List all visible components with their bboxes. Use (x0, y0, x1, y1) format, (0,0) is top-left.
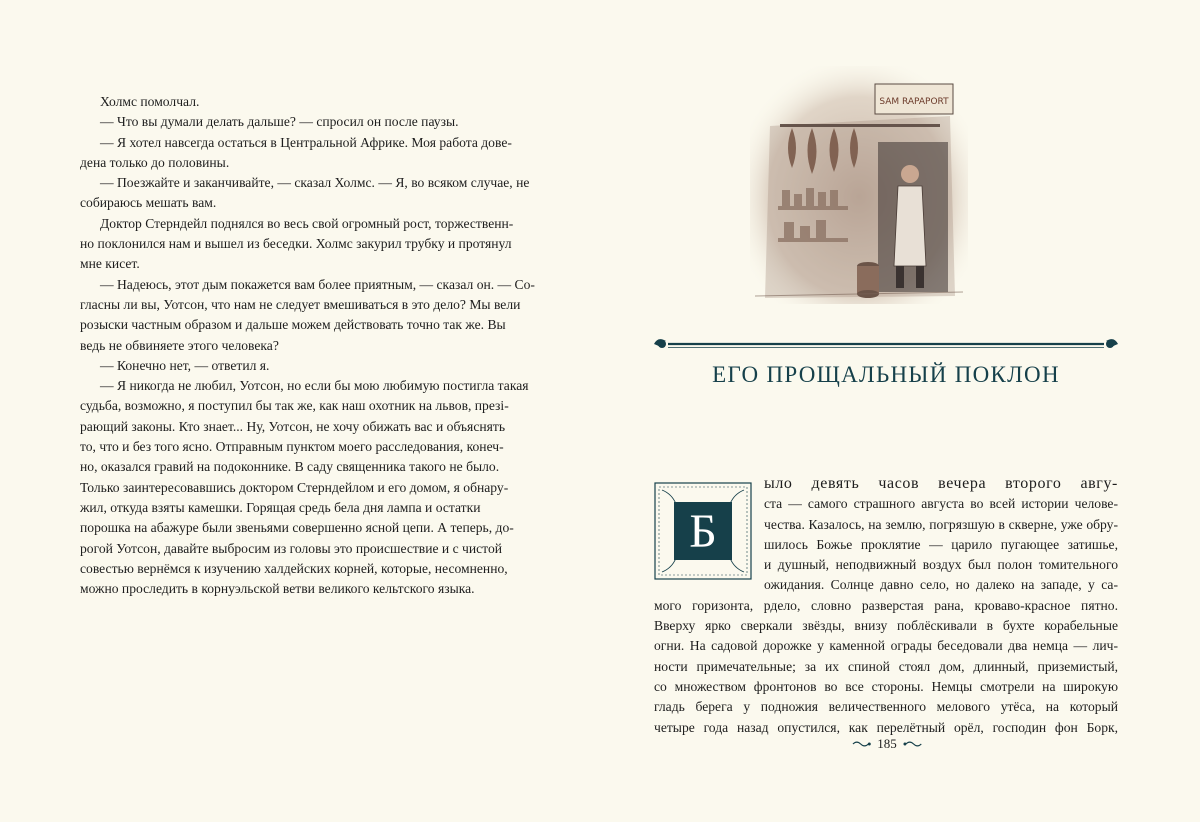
paragraph-line: собираюсь мешать вам. (80, 195, 217, 211)
chapter-line: ста — самого страшного августа во всей истории челове- (764, 496, 1118, 512)
footer-flourish-right-icon (903, 740, 922, 748)
chapter-line: гладь берега у подножия величественного мелового утёса, на который (654, 699, 1118, 715)
page-number: 185 (877, 736, 897, 751)
chapter-line: со множеством фронтонов во все стороны. Немцы смотрели на широкую (654, 678, 1118, 694)
chapter-line: четыре года назад опустился, как перелётный орёл, господин фон Борк, (654, 719, 1118, 735)
chapter-line: ыло девять часов вечера второго авгу- (764, 475, 1118, 492)
paragraph-line: рающий законы. Кто знает... Ну, Уотсон, не хочу обижать вас и объяснять (80, 418, 506, 434)
paragraph-line: розыски частным образом и дальше можем действовать точно так же. Вы (80, 317, 506, 333)
chapter-body (654, 474, 1118, 738)
chapter-line: шилось Божье проклятие — царило пугающее затишье, (764, 536, 1118, 552)
paragraph-line: совестью вернёмся к изучению халдейских корней, которые, несомненно, (80, 560, 508, 576)
shop-sign-text: SAM RAPAPORT (879, 97, 949, 107)
left-page-text (80, 92, 550, 599)
paragraph-line: гласны ли вы, Уотсон, что нам не следует вмешиваться в это дело? Мы вели (80, 296, 521, 312)
page-footer (852, 734, 922, 754)
chapter-line: и душный, неподвижный воздух был полон томительного (764, 557, 1118, 573)
paragraph-line: — Что вы думали делать дальше? — спросил он после паузы. (100, 114, 459, 130)
paragraph-line: ведь не обвиняете этого человека? (80, 337, 279, 353)
paragraph-line: — Я никогда не любил, Уотсон, но если бы мою любимую постигла такая (100, 378, 529, 394)
drop-cap-letter: Б (689, 504, 717, 558)
paragraph-line: судьба, возможно, я поступил бы так же, как наш охотник на львов, презі- (80, 398, 509, 414)
paragraph-line: — Конечно нет, — ответил я. (100, 357, 270, 373)
shop-illustration (750, 66, 968, 304)
footer-flourish-left-icon (852, 740, 871, 748)
paragraph-line: дена только до половины. (80, 154, 230, 170)
chapter-line: Вверху ярко сверкали звёзды, внизу поблёскивали в бухте корабельные (654, 618, 1118, 634)
chapter-line: мого горизонта, рдело, словно разверстая рана, кроваво-красное пятно. (654, 597, 1118, 613)
chapter-line: ности примечательные; за их спиной стоял дом, длинный, приземистый, (654, 658, 1118, 674)
chapter-line: огни. На садовой дорожке у каменной ограды беседовали два немца — лич- (654, 638, 1118, 654)
paragraph-line: то, что и без того ясно. Отправным пунктом моего расследования, конеч- (80, 439, 504, 455)
paragraph-line: — Надеюсь, этот дым покажется вам более приятным, — сказал он. — Со- (100, 276, 535, 292)
ornament-rule (654, 335, 1118, 353)
paragraph-line: мне кисет. (80, 256, 140, 272)
paragraph-line: порошка на абажуре были звеньями совершенно ясной цепи. А теперь, до- (80, 520, 514, 536)
paragraph-line: можно проследить в корнуэльской ветви великого кельтского языка. (80, 581, 475, 597)
paragraph-line: жил, откуда взяты камешки. Горящая средь бела дня лампа и остатки (80, 499, 481, 515)
paragraph-line: Только заинтересовавшись доктором Стерндейлом и его домом, я обнару- (80, 479, 509, 495)
paragraph-line: — Я хотел навсегда остаться в Центральной Африке. Моя работа дове- (100, 134, 512, 150)
paragraph-line: — Поезжайте и заканчивайте, — сказал Холмс. — Я, во всяком случае, не (100, 175, 530, 191)
paragraph-line: Холмс помолчал. (100, 94, 200, 109)
paragraph-line: рогой Уотсон, давайте выбросим из головы это происшествие и с чистой (80, 540, 503, 556)
chapter-line: ожидания. Солнце давно село, но далеко на западе, у са- (764, 577, 1118, 593)
chapter-line: чества. Казалось, на землю, погрязшую в скверне, уже обру- (764, 516, 1118, 532)
paragraph-line: но поклонился нам и вышел из беседки. Холмс закурил трубку и протянул (80, 236, 512, 252)
chapter-title: ЕГО ПРОЩАЛЬНЫЙ ПОКЛОН (712, 362, 1060, 387)
paragraph-line: но, оказался гравий на подоконнике. В саду священника такого не было. (80, 459, 500, 475)
paragraph-line: Доктор Стерндейл поднялся во весь свой огромный рост, торжественн- (100, 215, 514, 231)
